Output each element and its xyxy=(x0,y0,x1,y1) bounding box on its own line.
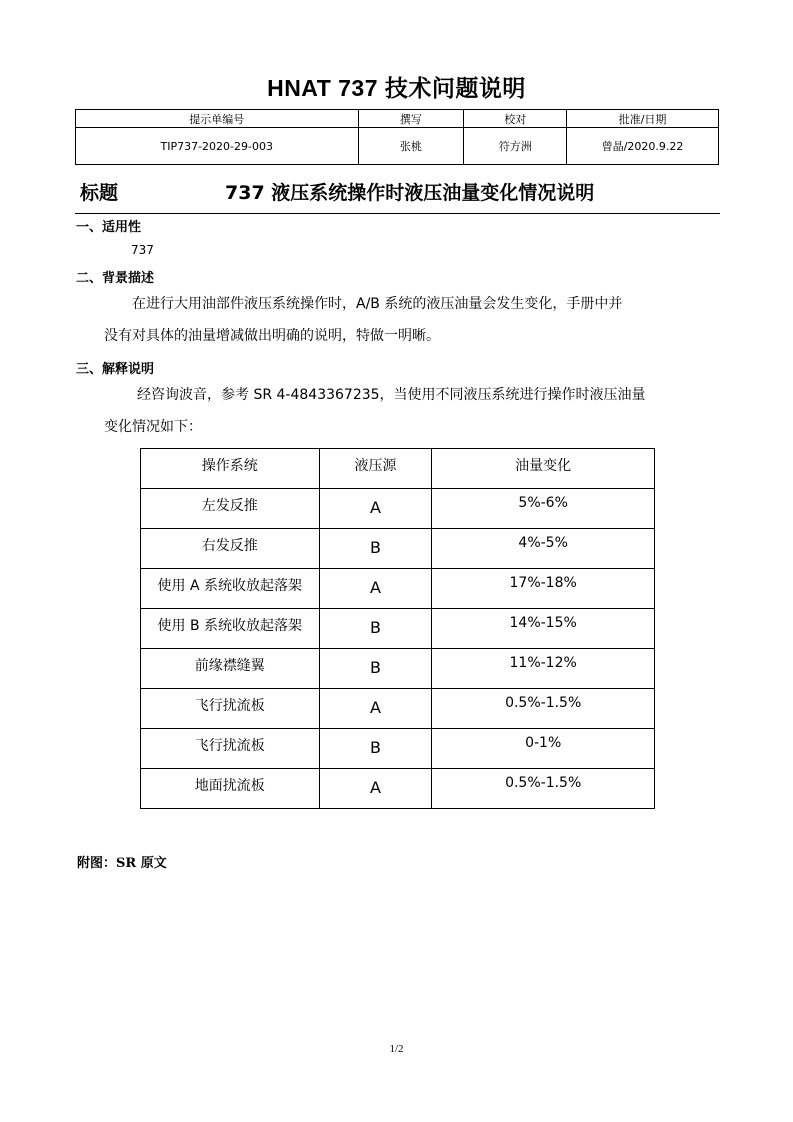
meta-header-cell: 批准/日期 xyxy=(567,110,719,128)
table-row xyxy=(141,609,655,649)
section-heading-applicability: 一、适用性 xyxy=(76,220,142,235)
author: 张桃 xyxy=(358,128,464,165)
section-heading-explanation: 三、解释说明 xyxy=(76,362,155,377)
operation-cell: 左发反推 xyxy=(141,489,320,529)
source-cell: B xyxy=(319,729,432,769)
meta-value-row xyxy=(76,128,719,165)
source-cell: B xyxy=(319,649,432,689)
operation-cell: 地面扰流板 xyxy=(141,769,320,809)
table-header-cell: 液压源 xyxy=(319,449,432,489)
table-row xyxy=(141,769,655,809)
source-cell: B xyxy=(319,529,432,569)
reviewer: 符方洲 xyxy=(464,128,567,165)
change-cell: 11%-12% xyxy=(432,649,655,689)
background-line-2: 没有对具体的油量增减做出明确的说明，特做一明晰。 xyxy=(104,328,440,344)
table-row xyxy=(141,489,655,529)
page-number: 1/2 xyxy=(389,1043,404,1055)
change-cell: 0-1% xyxy=(432,729,655,769)
change-cell: 4%-5% xyxy=(432,529,655,569)
operation-cell: 前缘襟缝翼 xyxy=(141,649,320,689)
operation-cell: 右发反推 xyxy=(141,529,320,569)
explanation-line-1: 经咨询波音，参考 SR 4-4843367235，当使用不同液压系统进行操作时液压油量 xyxy=(137,387,646,403)
table-row xyxy=(141,649,655,689)
approval-date: 曾晶/2020.9.22 xyxy=(567,128,719,165)
change-cell: 5%-6% xyxy=(432,489,655,529)
table-row xyxy=(141,689,655,729)
source-cell: A xyxy=(319,569,432,609)
applicability-content: 737 xyxy=(131,243,154,257)
operation-cell: 使用 B 系统收放起落架 xyxy=(141,609,320,649)
table-header-cell: 操作系统 xyxy=(141,449,320,489)
subject-title: 737 液压系统操作时液压油量变化情况说明 xyxy=(225,182,595,204)
appendix-label: 附图：SR 原文 xyxy=(77,856,167,871)
section-heading-background: 二、背景描述 xyxy=(76,271,155,286)
meta-header-cell: 校对 xyxy=(464,110,567,128)
change-cell: 0.5%-1.5% xyxy=(432,689,655,729)
meta-header-cell: 撰写 xyxy=(358,110,464,128)
operation-cell: 飞行扰流板 xyxy=(141,729,320,769)
hydraulic-table xyxy=(140,448,655,809)
table-row xyxy=(141,729,655,769)
meta-table xyxy=(75,109,719,165)
table-header-cell: 油量变化 xyxy=(432,449,655,489)
source-cell: A xyxy=(319,769,432,809)
change-cell: 17%-18% xyxy=(432,569,655,609)
operation-cell: 使用 A 系统收放起落架 xyxy=(141,569,320,609)
source-cell: B xyxy=(319,609,432,649)
document-title: HNAT 737 技术问题说明 xyxy=(267,75,526,101)
change-cell: 0.5%-1.5% xyxy=(432,769,655,809)
source-cell: A xyxy=(319,689,432,729)
table-row xyxy=(141,529,655,569)
table-header-row xyxy=(141,449,655,489)
background-line-1: 在进行大用油部件液压系统操作时，A/B 系统的液压油量会发生变化，手册中并 xyxy=(132,296,623,312)
explanation-line-2: 变化情况如下： xyxy=(104,419,202,435)
tip-number: TIP737-2020-29-003 xyxy=(76,128,359,165)
meta-header-cell: 提示单编号 xyxy=(76,110,359,128)
table-row xyxy=(141,569,655,609)
change-cell: 14%-15% xyxy=(432,609,655,649)
source-cell: A xyxy=(319,489,432,529)
operation-cell: 飞行扰流板 xyxy=(141,689,320,729)
meta-header-row xyxy=(76,110,719,128)
divider xyxy=(75,213,720,214)
subject-label: 标题 xyxy=(80,182,119,204)
